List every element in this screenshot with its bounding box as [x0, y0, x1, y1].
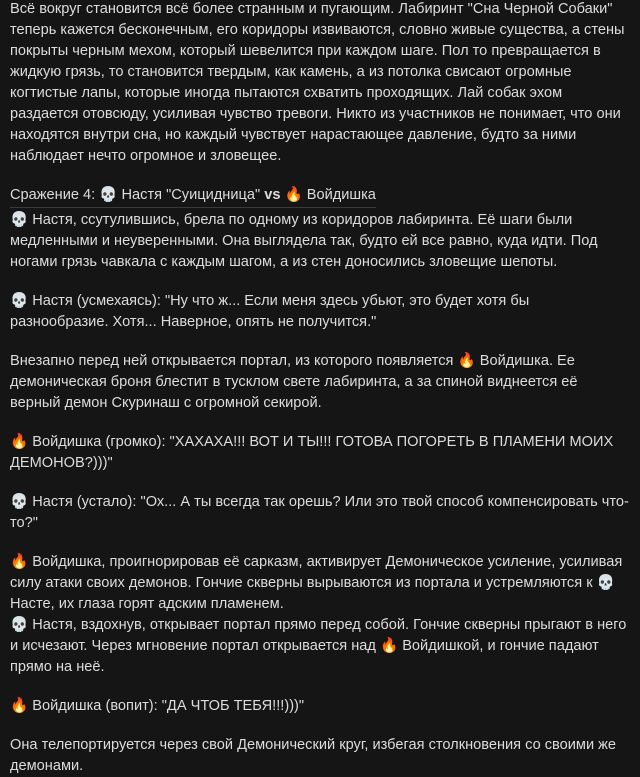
- paragraph-3: Внезапно перед ней открывается портал, из которого появляется 🔥 Войдишка. Ее демоническая броня блестит в тусклом свете лабиринта, а за спиной виднеется её верный демон Скуринаш с огромной секирой.: [10, 353, 578, 411]
- vs-label: vs: [260, 187, 285, 203]
- paragraph-2: 💀 Настя (усмехаясь): "Ну что ж... Если меня здесь убьют, это будет хотя бы разнообразие. Хотя... Наверное, опять не получится.": [10, 293, 530, 330]
- battle-prefix: Сражение 4:: [10, 187, 100, 203]
- intro-paragraph: Всё вокруг становится всё более странным и пугающим. Лабиринт "Сна Черной Собаки" теперь кажется бесконечным, его коридоры извиваются, словно живые существа, а стены покрыты черным мехом, который шевелится при каждом шаге. Пол то превращается в жидкую грязь, то становится твердым, как камень, а из потолка свисают огромные когтистые лапы, которые иногда пытаются схватить проходящих. Лай собак эхом раздается отовсюду, усиливая чувство тревоги. Никто из участников не понимает, что они находятся внутри сна, но каждый чувствует нарастающее давление, будто за ними наблюдает нечто огромное и зловещее.: [10, 1, 625, 164]
- ending-paragraph: Она телепортируется через свой Демонический круг, избегая столкновения со своими же демонами.: [10, 737, 617, 774]
- fighter-1: 💀 Настя "Суицидница": [99, 187, 261, 203]
- battle-heading: [10, 185, 376, 208]
- fighter-2: 🔥 Войдишка: [284, 187, 376, 203]
- paragraph-4: 🔥 Войдишка (громко): "ХАХАХА!!! ВОТ И ТЫ!!! ГОТОВА ПОГОРЕТЬ В ПЛАМЕНИ МОИХ ДЕМОНОВ?)))": [10, 434, 614, 471]
- action-paragraph-b: 💀 Настя, вздохнув, открывает портал прямо перед собой. Гончие скверны прыгают в него и исчезают. Через мгновение портал открывается над 🔥 Войдишкой, и гончие падают прямо на неё.: [10, 617, 627, 675]
- paragraph-5: 💀 Настя (устало): "Ох... А ты всегда так орешь? Или это твой способ компенсировать что-то?": [10, 494, 629, 531]
- action-paragraph-a: 🔥 Войдишка, проигнорировав её сарказм, активирует Демоническое усиление, усиливая силу атаки своих демонов. Гончие скверны вырываются из портала и устремляются к 💀 Насте, их глаза горят адским пламенем.: [10, 554, 623, 612]
- shout-paragraph: 🔥 Войдишка (вопит): "ДА ЧТОБ ТЕБЯ!!!)))": [10, 698, 305, 714]
- paragraph-1: 💀 Настя, ссутулившись, брела по одному из коридоров лабиринта. Её шаги были медленными и неуверенными. Она выглядела так, будто ей все равно, куда идти. Под ногами грязь чавкала с каждым шагом, а из стен доносились зловещие шепоты.: [10, 212, 598, 270]
